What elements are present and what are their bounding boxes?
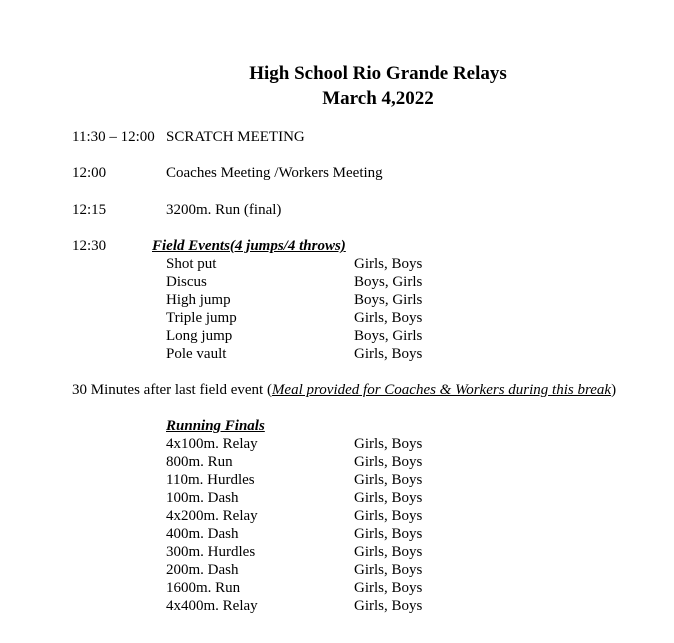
field-event-order: Girls, Boys [354, 256, 423, 272]
break-note-line [72, 381, 616, 399]
running-event-order: Girls, Boys [354, 544, 423, 560]
field-event-order: Boys, Girls [354, 292, 423, 308]
running-event-order: Girls, Boys [354, 526, 423, 542]
schedule-desc: SCRATCH MEETING [166, 129, 305, 145]
running-event-order: Girls, Boys [354, 508, 423, 524]
running-event-order: Girls, Boys [354, 580, 423, 596]
running-event-name: 300m. Hurdles [166, 544, 256, 560]
field-events-time: 12:30 [72, 238, 107, 254]
schedule-desc: 3200m. Run (final) [166, 202, 282, 218]
field-event-order: Boys, Girls [354, 274, 423, 290]
running-event-name: 110m. Hurdles [166, 472, 255, 488]
running-event-name: 4x100m. Relay [166, 436, 258, 452]
break-note-suffix: ) [611, 382, 617, 398]
break-note-prefix: 30 Minutes after last field event ( [72, 382, 272, 398]
field-event-order: Girls, Boys [354, 346, 423, 362]
running-event-order: Girls, Boys [354, 472, 423, 488]
break-note-meal: Meal provided for Coaches & Workers during this break [271, 382, 612, 398]
field-event-order: Boys, Girls [354, 328, 423, 344]
running-event-name: 400m. Dash [166, 526, 239, 542]
running-event-order: Girls, Boys [354, 490, 423, 506]
schedule-desc: Coaches Meeting /Workers Meeting [166, 165, 383, 181]
running-event-name: 800m. Run [166, 454, 233, 470]
field-event-name: High jump [166, 292, 231, 308]
running-finals-heading: Running Finals [166, 418, 265, 434]
field-events-heading: Field Events(4 jumps/4 throws) [152, 238, 346, 254]
schedule-time: 11:30 – 12:00 [72, 129, 155, 145]
running-event-order: Girls, Boys [354, 562, 423, 578]
running-event-name: 1600m. Run [166, 580, 241, 596]
page-title: High School Rio Grande Relays [249, 63, 507, 84]
running-event-name: 200m. Dash [166, 562, 239, 578]
field-event-name: Shot put [166, 256, 217, 272]
field-event-name: Pole vault [166, 346, 227, 362]
running-event-name: 4x400m. Relay [166, 598, 258, 614]
running-event-order: Girls, Boys [354, 454, 423, 470]
field-event-name: Discus [166, 274, 207, 290]
field-event-order: Girls, Boys [354, 310, 423, 326]
running-event-order: Girls, Boys [354, 436, 423, 452]
running-event-order: Girls, Boys [354, 598, 423, 614]
schedule-time: 12:00 [72, 165, 107, 181]
field-event-name: Triple jump [166, 310, 237, 326]
page-subtitle-date: March 4,2022 [322, 88, 434, 109]
running-event-name: 4x200m. Relay [166, 508, 258, 524]
schedule-time: 12:15 [72, 202, 107, 218]
field-event-name: Long jump [166, 328, 233, 344]
running-event-name: 100m. Dash [166, 490, 239, 506]
